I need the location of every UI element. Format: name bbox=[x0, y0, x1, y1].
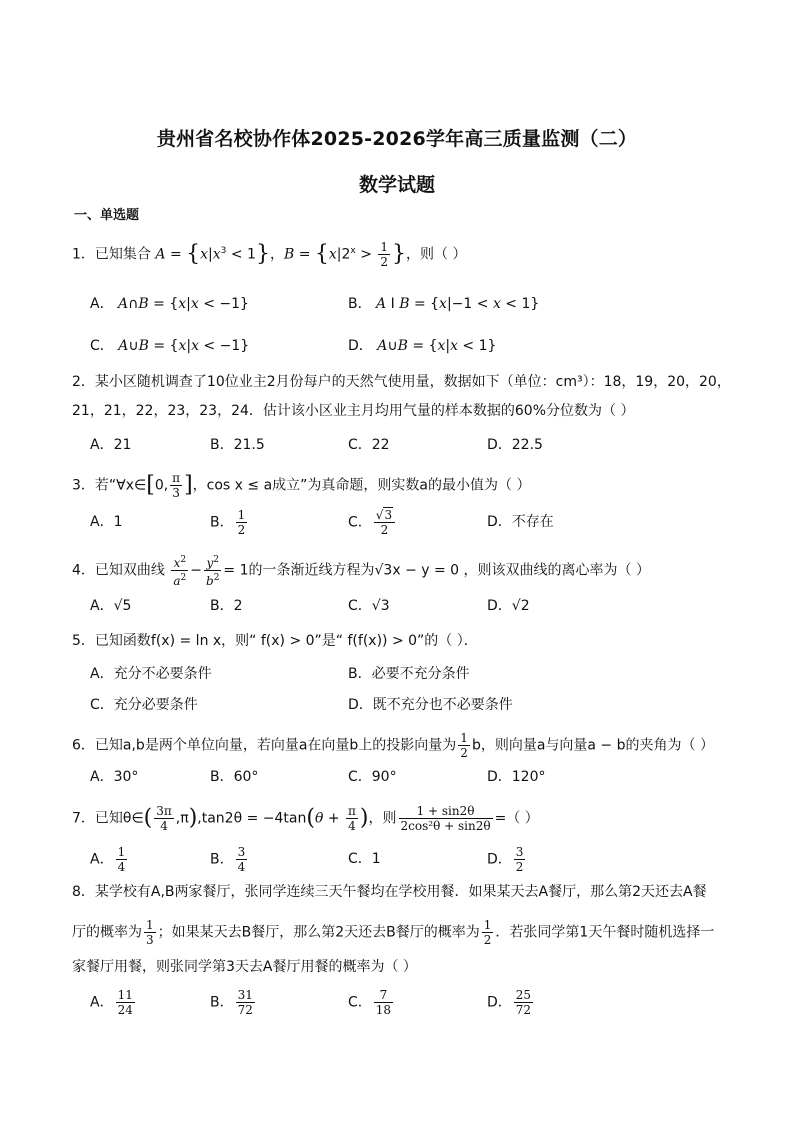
q4-option-b[interactable]: B．2 bbox=[210, 598, 243, 614]
q7-tail: ，则 bbox=[368, 810, 397, 827]
question-2-line-2: 21，21，22，23，23，24．估计该小区业主月均用气量的样本数据的60%分位数为（ ） bbox=[72, 403, 635, 419]
q7-option-b[interactable]: B． $\frac{3}{4}$ bbox=[210, 845, 246, 874]
q3-option-b[interactable]: B． $\frac{1}{2}$ bbox=[210, 508, 246, 537]
q3-option-d[interactable]: D．不存在 bbox=[487, 514, 554, 530]
q1-option-c[interactable]: C． A∪B = {x|x < −1} bbox=[90, 338, 250, 354]
q8-option-a[interactable]: A． $\frac{11}{24}$ bbox=[90, 988, 133, 1017]
q7-option-b-label: B． bbox=[210, 851, 234, 868]
section-heading: 一、单选题 bbox=[74, 208, 140, 223]
q8-line2-part-c: ．若张同学第1天午餐时随机选择一 bbox=[495, 924, 715, 941]
q1-tail: ，则（ ） bbox=[406, 246, 467, 263]
question-8-line-1: 8．某学校有A,B两家餐厅，张同学连续三天午餐均在学校用餐．如果某天去A餐厅，那么第2天还去A餐 bbox=[72, 884, 707, 900]
q7-text: 7．已知θ∈ bbox=[72, 810, 144, 827]
question-3-stem: 3．若“∀x∈[0, $\frac{\pi}{3}$ ]，cos x ≤ a成立”为真命题，则实数a的最小值为（ ） bbox=[72, 471, 531, 500]
q5-option-b[interactable]: B．必要不充分条件 bbox=[348, 666, 470, 682]
q5-option-d[interactable]: D．既不充分也不必要条件 bbox=[348, 697, 513, 713]
q8-line2-part-a: 厅的概率为 bbox=[72, 924, 142, 941]
q6-option-d[interactable]: D．120° bbox=[487, 769, 546, 785]
question-6-stem: 6．已知a,b是两个单位向量，若向量a在向量b上的投影向量为 $\frac{1}{2}$ b，则向量a与向量a − b的夹角为（ ） bbox=[72, 731, 714, 760]
q7-option-d-label: D． bbox=[487, 851, 512, 868]
document-subtitle: 数学试题 bbox=[358, 174, 435, 196]
q6-tail: b，则向量a与向量a − b的夹角为（ ） bbox=[471, 737, 714, 754]
q6-option-b[interactable]: B．60° bbox=[210, 769, 259, 785]
q3-mid: ，cos x ≤ a成立”为真命题，则实数a的最小值为（ ） bbox=[192, 477, 531, 494]
q7-end: =（ ） bbox=[494, 810, 539, 827]
q7-option-a[interactable]: A． $\frac{1}{4}$ bbox=[90, 845, 126, 874]
q1-option-a[interactable]: A． A∩B = {x|x < −1} bbox=[90, 296, 249, 312]
q7-option-a-label: A． bbox=[90, 851, 114, 868]
q3-option-a[interactable]: A．1 bbox=[90, 514, 123, 530]
q6-option-a[interactable]: A．30° bbox=[90, 769, 139, 785]
q2-option-d[interactable]: D．22.5 bbox=[487, 437, 543, 453]
question-8-line-3: 家餐厅用餐，则张同学第3天去A餐厅用餐的概率为（ ） bbox=[72, 959, 417, 975]
q4-option-a[interactable]: A．√5 bbox=[90, 598, 132, 614]
q1-option-a-label: A． bbox=[90, 296, 114, 312]
q1-option-d-label: D． bbox=[348, 338, 373, 354]
q5-option-a[interactable]: A．充分不必要条件 bbox=[90, 666, 212, 682]
document-title: 贵州省名校协作体2025-2026学年高三质量监测（二） bbox=[156, 128, 638, 150]
question-7-stem: 7．已知θ∈( $\frac{3\pi}{4}$ ,π),tan2θ = −4tan(θ + $\frac{\pi}{4}$ )，则 $\frac{1 + \sin 2\theta}{\text{2cos²θ + sin2θ}}$ =（ ） bbox=[72, 804, 539, 833]
question-2-line-1: 2．某小区随机调查了10位业主2月份每户的天然气使用量，数据如下（单位：cm³）：18，19，20，20， bbox=[72, 374, 731, 390]
q3-option-c[interactable]: C． $\frac{√3}{2}$ bbox=[348, 508, 397, 537]
q1-option-b-label: B． bbox=[348, 296, 372, 312]
q8-option-c-label: C． bbox=[348, 994, 372, 1011]
q8-option-d[interactable]: D． $\frac{25}{72}$ bbox=[487, 988, 532, 1017]
q1-option-d[interactable]: D． A∪B = {x|x < 1} bbox=[348, 338, 497, 354]
q6-text: 6．已知a,b是两个单位向量，若向量a在向量b上的投影向量为 bbox=[72, 737, 457, 754]
q1-option-c-label: C． bbox=[90, 338, 114, 354]
q8-option-a-label: A． bbox=[90, 994, 114, 1011]
q7-option-d[interactable]: D． $\frac{3}{2}$ bbox=[487, 845, 524, 874]
q2-option-a[interactable]: A．21 bbox=[90, 437, 132, 453]
q8-line2-part-b: ；如果某天去B餐厅，那么第2天还去B餐厅的概率为 bbox=[157, 924, 480, 941]
q8-option-b-label: B． bbox=[210, 994, 234, 1011]
q3-text: 3．若“∀x∈ bbox=[72, 477, 147, 494]
question-5-stem: 5．已知函数f(x) = ln x，则“ f(x) > 0”是“ f(f(x)) > 0”的（ ）． bbox=[72, 633, 478, 649]
q1-option-b[interactable]: B． A I B = {x|−1 < x < 1} bbox=[348, 296, 540, 312]
q4-option-c[interactable]: C．√3 bbox=[348, 598, 390, 614]
q8-option-c[interactable]: C． $\frac{7}{18}$ bbox=[348, 988, 392, 1017]
q8-option-b[interactable]: B． $\frac{31}{72}$ bbox=[210, 988, 253, 1017]
q4-option-d[interactable]: D．√2 bbox=[487, 598, 530, 614]
question-8-line-2: 厅的概率为 $\frac{1}{3}$ ；如果某天去B餐厅，那么第2天还去B餐厅的概率为 $\frac{1}{2}$ ．若张同学第1天午餐时随机选择一 bbox=[72, 918, 715, 947]
q3-option-b-label: B． bbox=[210, 514, 234, 531]
q7-mid: ,tan2θ = −4tan bbox=[197, 810, 307, 827]
q7-option-c[interactable]: C．1 bbox=[348, 851, 381, 867]
q8-option-d-label: D． bbox=[487, 994, 512, 1011]
question-1-stem: 1．已知集合 $A = \{x|x^3 < 1\}$，$B = \{x|2^x$ > $\frac{1}{2}$ }，则（ ） bbox=[72, 240, 467, 269]
q1-text: 1．已知集合 bbox=[72, 246, 151, 263]
q5-option-c[interactable]: C．充分必要条件 bbox=[90, 697, 198, 713]
question-4-stem: 4．已知双曲线 $\frac{x^2}{a^2}$ − $\frac{y^2}{b^2}$ = 1的一条渐近线方程为√3x − y = 0 ，则该双曲线的离心率为（ ） bbox=[72, 555, 650, 588]
q6-option-c[interactable]: C．90° bbox=[348, 769, 397, 785]
q4-text: 4．已知双曲线 bbox=[72, 562, 165, 579]
q2-option-c[interactable]: C．22 bbox=[348, 437, 390, 453]
q4-mid: 的一条渐近线方程为√3x − y = 0 ，则该双曲线的离心率为（ ） bbox=[248, 562, 650, 579]
q2-option-b[interactable]: B．21.5 bbox=[210, 437, 265, 453]
q3-option-c-label: C． bbox=[348, 514, 372, 531]
